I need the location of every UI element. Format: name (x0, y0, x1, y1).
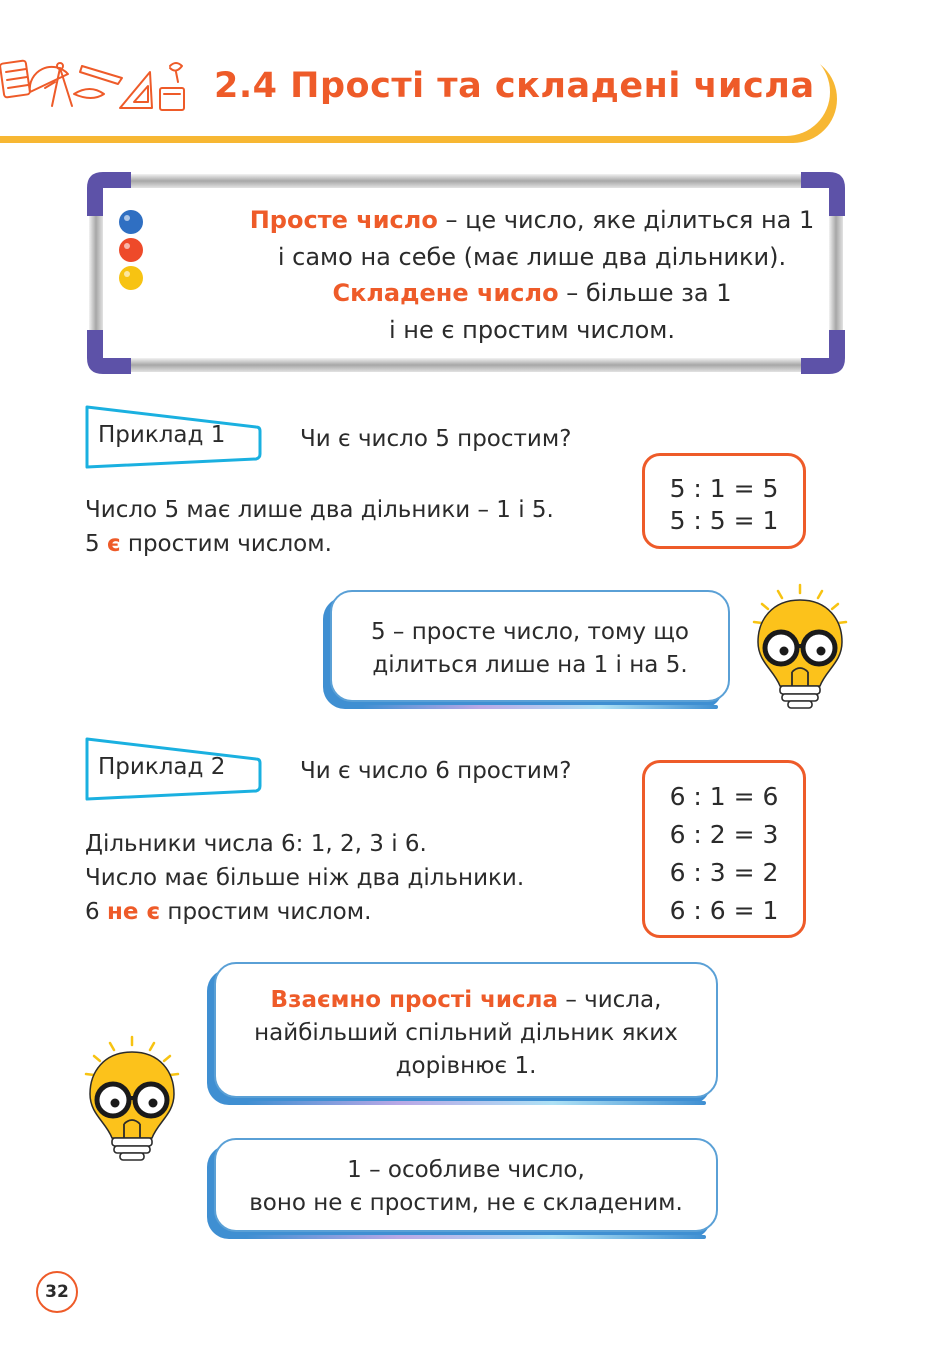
example-1-explanation: Число 5 має лише два дільники – 1 і 5. 5 є простим числом. (85, 493, 554, 561)
example-1-label (84, 404, 262, 470)
lightbulb-mascot-icon (748, 582, 852, 714)
example-1-calculations (642, 453, 806, 549)
blue-marker-icon (119, 210, 143, 234)
example-2-line-2: Число має більше ніж два дільники. (85, 865, 525, 891)
example-2-question: Чи є число 6 простим? (300, 758, 572, 784)
calculation-row: 6 : 6 = 1 (669, 896, 779, 925)
yellow-marker-icon (119, 266, 143, 290)
special-number-bubble: 1 – особливе число, воно не є простим, не є складеним. (214, 1138, 718, 1232)
example-1-conclusion-bubble: 5 – просте число, тому що ділиться лише на 1 і на 5. (330, 590, 730, 702)
composite-definition-continued: і не є простим числом. (388, 315, 676, 344)
coprime-term: Взаємно прості числа (270, 987, 559, 1013)
example-1-line-1: Число 5 має лише два дільники – 1 і 5. (85, 497, 554, 523)
calculation-row: 6 : 1 = 6 (669, 782, 779, 811)
calculation-row: 6 : 2 = 3 (669, 820, 779, 849)
prime-definition-continued: і само на себе (має лише два дільники). (277, 242, 787, 271)
example-2-answer-highlight: не є (106, 899, 161, 925)
calculation-row: 5 : 5 = 1 (669, 506, 779, 535)
coprime-definition-bubble: Взаємно прості числа – числа, найбільший спільний дільник яких дорівнює 1. (214, 962, 718, 1098)
example-2-label (84, 736, 262, 802)
example-1-answer-highlight: є (106, 531, 121, 557)
school-supplies-icon (0, 48, 200, 130)
example-2-calculations (642, 760, 806, 938)
calculation-row: 6 : 3 = 2 (669, 858, 779, 887)
example-1-label-text: Приклад 1 (98, 422, 226, 448)
page-number: 32 (36, 1271, 78, 1313)
example-2-explanation: Дільники числа 6: 1, 2, 3 і 6. Число має більше ніж два дільники. 6 не є простим числом. (85, 827, 524, 929)
composite-term: Складене число (332, 279, 559, 307)
example-2-label-text: Приклад 2 (98, 754, 226, 780)
prime-definition: – це число, яке ділиться на 1 (437, 206, 815, 234)
definition-text (237, 202, 827, 348)
example-2-line-1: Дільники числа 6: 1, 2, 3 і 6. (85, 831, 427, 857)
composite-definition: – більше за 1 (558, 279, 732, 307)
calculation-row: 5 : 1 = 5 (669, 474, 779, 503)
prime-term: Просте число (249, 206, 438, 234)
lightbulb-mascot-icon (80, 1034, 184, 1166)
definition-whiteboard (87, 172, 845, 374)
red-marker-icon (119, 238, 143, 262)
example-1-question: Чи є число 5 простим? (300, 426, 572, 452)
section-title: 2.4 Прості та складені числа (214, 66, 815, 106)
